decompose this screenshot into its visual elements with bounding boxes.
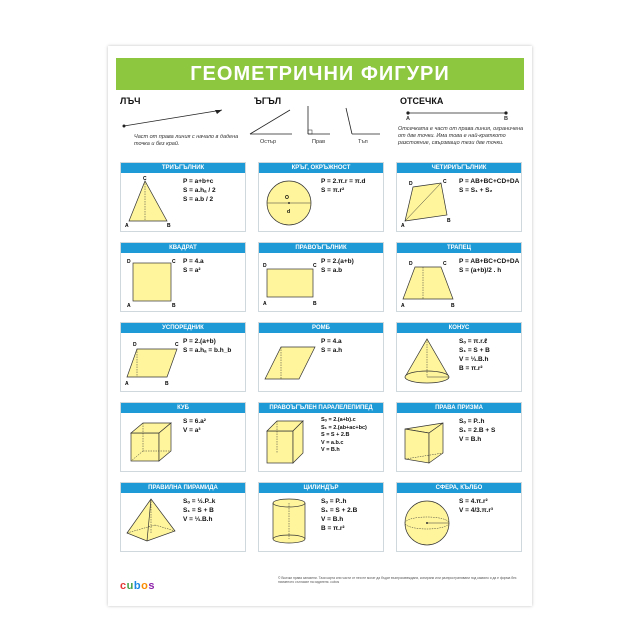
- svg-text:C: C: [172, 259, 176, 265]
- logo-letter: o: [141, 580, 149, 592]
- svg-text:D: D: [409, 181, 413, 187]
- segment-point-b: B: [504, 116, 508, 122]
- cuboid-figure: [261, 415, 319, 469]
- card-title: УСПОРЕДНИК: [121, 323, 245, 333]
- formula-list: [321, 177, 381, 195]
- logo-letter: s: [148, 580, 155, 592]
- svg-text:A: A: [263, 301, 267, 307]
- formula: V = B.h: [321, 447, 340, 453]
- svg-text:D: D: [127, 259, 131, 265]
- card-title: КВАДРАТ: [121, 243, 245, 253]
- trapezoid-figure: [399, 255, 457, 309]
- formula: S = a.hₐ = b.h_b: [183, 347, 232, 354]
- angle-acute-label: Остър: [260, 139, 277, 145]
- card-title: ПРАВИЛНА ПИРАМИДА: [121, 483, 245, 493]
- cubos-logo: [120, 580, 155, 592]
- formula: P = a+b+c: [183, 178, 214, 185]
- formula: Sₒ = P..h: [459, 418, 485, 425]
- formula: P = 2.π.r = π.d: [321, 178, 366, 185]
- segment-title: ОТСЕЧКА: [400, 96, 444, 106]
- svg-text:d: d: [287, 209, 291, 215]
- formula: S = 4.π.r²: [459, 498, 488, 505]
- card-cone: [396, 322, 522, 392]
- formula: Sₒ = ½.P..k: [183, 498, 216, 505]
- formula: P = 4.a: [183, 258, 204, 265]
- formula-list: [459, 497, 519, 515]
- formula-list: [459, 257, 519, 275]
- formula-list: [459, 177, 519, 195]
- card-title: ПРАВА ПРИЗМА: [397, 403, 521, 413]
- formula-list: [183, 417, 243, 435]
- card-rectangle: [258, 242, 384, 312]
- cylinder-figure: [261, 495, 319, 549]
- rhombus-figure: [261, 335, 319, 389]
- formula: V = a.b.c: [321, 439, 344, 446]
- card-title: ЦИЛИНДЪР: [259, 483, 383, 493]
- formula-list: [183, 497, 243, 524]
- card-rhombus: [258, 322, 384, 392]
- angle-diagram: [246, 104, 386, 144]
- formula-list: [183, 177, 243, 204]
- ray-text: Част от права линия с начало в дадена точка и без край.: [134, 134, 239, 147]
- formula: S = a²: [183, 267, 201, 274]
- circle-figure: [261, 175, 319, 229]
- formula: S₁ = 2.(ab+ac+bc): [321, 424, 367, 431]
- svg-text:C: C: [443, 179, 447, 185]
- angle-title: ЪГЪЛ: [254, 96, 282, 106]
- svg-text:A: A: [127, 303, 131, 309]
- card-title: КУБ: [121, 403, 245, 413]
- card-circle: [258, 162, 384, 232]
- card-parallelogram: [120, 322, 246, 392]
- card-title: КОНУС: [397, 323, 521, 333]
- card-title: ЧЕТИРИЪГЪЛНИК: [397, 163, 521, 173]
- title-banner: [116, 58, 524, 90]
- formula: V = ⅓.B.h: [183, 516, 213, 523]
- pyramid-figure: [123, 495, 181, 549]
- formula-list: [321, 417, 381, 455]
- angle-obtuse-label: Тъп: [358, 139, 368, 145]
- formula: S₁ = S + B: [459, 347, 490, 354]
- angle-right-label: Прав: [312, 139, 325, 145]
- svg-text:B: B: [172, 303, 176, 309]
- formula-list: [321, 337, 381, 355]
- formula: B = π.r²: [459, 365, 483, 372]
- card-sphere: [396, 482, 522, 552]
- formula-list: [459, 417, 519, 444]
- card-title: ТРИЪГЪЛНИК: [121, 163, 245, 173]
- quadrilateral-figure: [399, 175, 457, 229]
- card-cube: [120, 402, 246, 472]
- formula: S₁ = 2.B + S: [459, 427, 496, 434]
- svg-text:C: C: [313, 263, 317, 269]
- formula-list: [183, 257, 243, 275]
- cube-figure: [123, 415, 181, 469]
- svg-text:C: C: [175, 342, 179, 348]
- card-title: ПРАВОЪГЪЛЕН ПАРАЛЕЛЕПИПЕД: [259, 403, 383, 413]
- card-trapezoid: [396, 242, 522, 312]
- card-title: ПРАВОЪГЪЛНИК: [259, 243, 383, 253]
- card-pyramid: [120, 482, 246, 552]
- triangle-figure: [123, 175, 181, 229]
- formula: S = S + 2.B: [321, 432, 350, 438]
- ray-title: ЛЪЧ: [120, 96, 141, 106]
- ray-diagram: [118, 104, 228, 134]
- card-triangle: [120, 162, 246, 232]
- segment-diagram: [400, 108, 520, 122]
- formula-list: [321, 257, 381, 275]
- sphere-figure: [399, 495, 457, 549]
- formula: Sₒ = 2.(a+b).c: [321, 417, 356, 423]
- copyright-text: © Всички права запазени. Тази карта или части от нея не могат да бъдат възпроизвеждани, копирани или разпространявани под каквато и да е форма без писменото съгласие на издателя. cubos: [278, 576, 517, 585]
- poster-title: ГЕОМЕТРИЧНИ ФИГУРИ: [190, 63, 450, 85]
- cone-figure: [399, 335, 457, 389]
- formula: V = B.h: [321, 516, 344, 523]
- formula: S = S₁ + S₂: [459, 187, 493, 194]
- rectangle-figure: [261, 255, 319, 309]
- formula: S₁ = S + 2.B: [321, 507, 358, 514]
- svg-text:A: A: [125, 381, 129, 387]
- svg-text:C: C: [443, 261, 447, 267]
- formula: P = 4.a: [321, 338, 342, 345]
- svg-text:C: C: [143, 176, 147, 182]
- formula: P = 2.(a+b): [183, 338, 216, 345]
- svg-text:O: O: [285, 195, 289, 201]
- svg-text:B: B: [167, 223, 171, 229]
- card-cylinder: [258, 482, 384, 552]
- card-prism: [396, 402, 522, 472]
- formula: V = a³: [183, 427, 201, 434]
- svg-text:D: D: [263, 263, 267, 269]
- card-square: [120, 242, 246, 312]
- svg-text:D: D: [133, 342, 137, 348]
- card-title: РОМБ: [259, 323, 383, 333]
- card-title: СФЕРА, КЪЛБО: [397, 483, 521, 493]
- formula: Sₒ = π.r.ℓ: [459, 338, 488, 345]
- logo-letter: b: [133, 580, 142, 592]
- formula: V = 4/3.π.r³: [459, 507, 494, 514]
- formula-list: [183, 337, 243, 355]
- svg-text:A: A: [401, 303, 405, 309]
- card-quadrilateral: [396, 162, 522, 232]
- poster: [108, 46, 532, 606]
- card-title: ТРАПЕЦ: [397, 243, 521, 253]
- formula-list: [459, 337, 519, 373]
- logo-letter: c: [120, 580, 127, 592]
- formula: P = AB+BC+CD+DA: [459, 258, 520, 265]
- svg-text:B: B: [165, 381, 169, 387]
- formula: S = a.b / 2: [183, 196, 214, 203]
- svg-text:B: B: [451, 303, 455, 309]
- formula: P = AB+BC+CD+DA: [459, 178, 520, 185]
- formula: S = π.r²: [321, 187, 345, 194]
- svg-text:A: A: [125, 223, 129, 229]
- segment-text: Отсечката е част от права линия, ограничена от две точки. Има това е най-краткото разстояние, свързващо тези две точки.: [398, 126, 524, 146]
- formula: P = 2.(a+b): [321, 258, 354, 265]
- svg-text:A: A: [401, 223, 405, 229]
- formula: S = a.h: [321, 347, 343, 354]
- square-figure: [123, 255, 181, 309]
- formula-list: [321, 497, 381, 533]
- formula: S = 6.a²: [183, 418, 206, 425]
- formula: B = π.r²: [321, 525, 345, 532]
- card-title: КРЪГ, ОКРЪЖНОСТ: [259, 163, 383, 173]
- formula: V = B.h: [459, 436, 482, 443]
- formula: Sₒ = P..h: [321, 498, 347, 505]
- svg-text:D: D: [409, 261, 413, 267]
- formula: S = a.b: [321, 267, 343, 274]
- prism-figure: [399, 415, 457, 469]
- formula: V = ⅓.B.h: [459, 356, 489, 363]
- parallelogram-figure: [123, 335, 181, 389]
- formula: S = (a+b)/2 . h: [459, 267, 502, 274]
- card-cuboid: [258, 402, 384, 472]
- svg-text:B: B: [313, 301, 317, 307]
- logo-letter: u: [126, 580, 134, 592]
- svg-text:B: B: [447, 218, 451, 224]
- formula: S₁ = S + B: [183, 507, 214, 514]
- formula: S = a.hₐ / 2: [183, 187, 216, 194]
- segment-point-a: A: [406, 116, 410, 122]
